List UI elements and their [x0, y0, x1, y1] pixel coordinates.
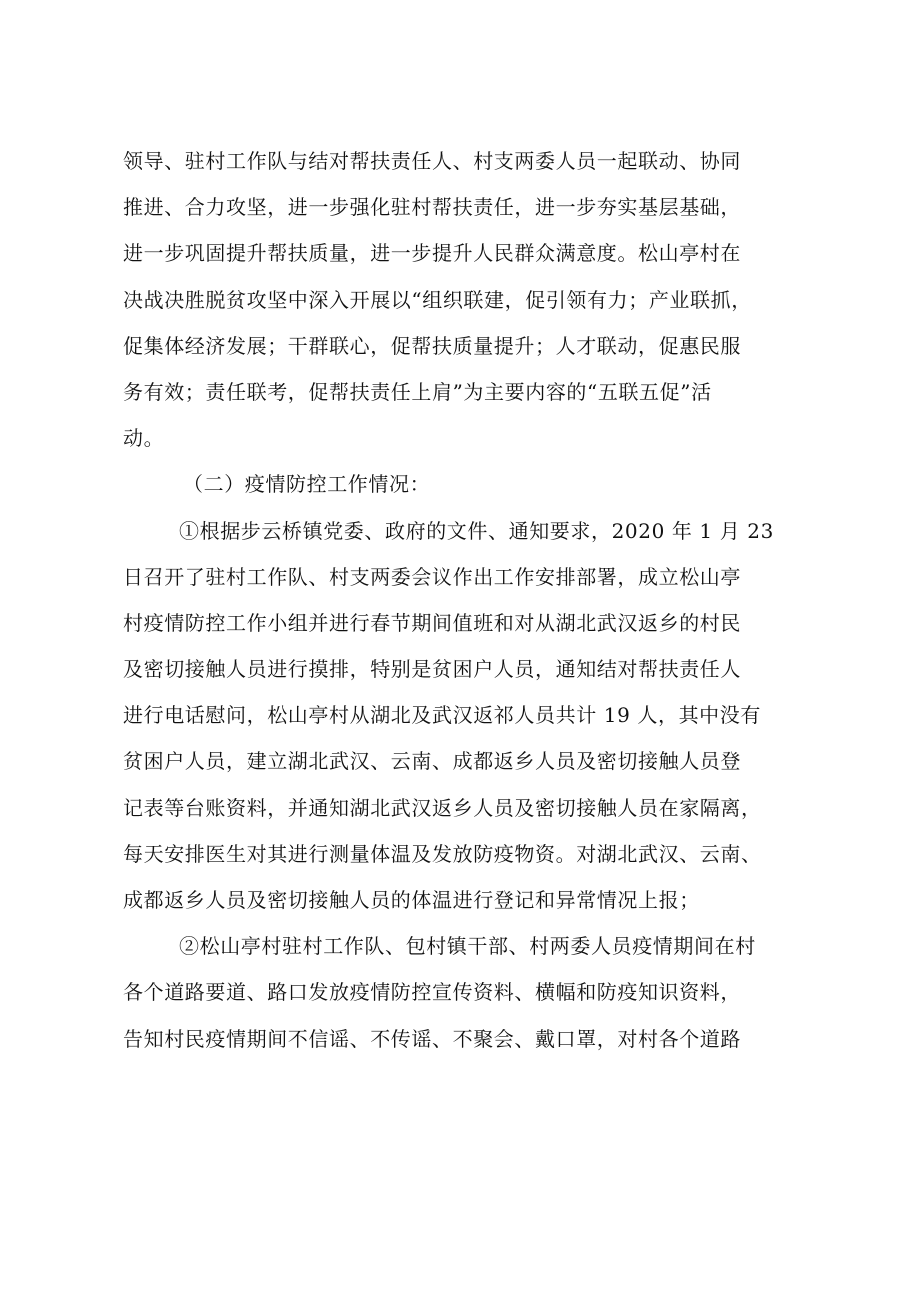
text-line: 及密切接触人员进行摸排，特别是贫困户人员，通知结对帮扶责任人 — [123, 657, 741, 682]
text-line: 领导、驻村工作队与结对帮扶责任人、村支两委人员一起联动、协同 — [123, 149, 741, 173]
text-line: 每天安排医生对其进行测量体温及发放防疫物资。对湖北武汉、云南、 — [123, 841, 762, 866]
text-line: 动。 — [123, 426, 165, 451]
text-line: 记表等台账资料，并通知湖北武汉返乡人员及密切接触人员在家隔离， — [123, 795, 762, 820]
text-line: 各个道路要道、路口发放疫情防控宣传资料、横幅和防疫知识资料， — [123, 980, 741, 1005]
text-line: ①根据步云桥镇党委、政府的文件、通知要求，2020 年 1 月 23 — [179, 518, 774, 543]
text-line: 村疫情防控工作小组并进行春节期间值班和对从湖北武汉返乡的村民 — [123, 610, 741, 635]
text-line: 日召开了驻村工作队、村支两委会议作出工作安排部署，成立松山亭 — [123, 564, 741, 589]
text-line: ②松山亭村驻村工作队、包村镇干部、村两委人员疫情期间在村 — [179, 934, 756, 959]
paragraph-work-mechanism — [123, 138, 823, 461]
text-line: 推进、合力攻坚，进一步强化驻村帮扶责任，进一步夯实基层基础， — [123, 195, 741, 220]
text-line: 决战决胜脱贫攻坚中深入开展以“组织联建，促引领有力；产业联抓， — [123, 287, 752, 312]
paragraph-epidemic-item-1 — [123, 508, 823, 924]
document-body — [123, 138, 823, 1062]
text-line: 成都返乡人员及密切接触人员的体温进行登记和异常情况上报； — [123, 888, 700, 912]
paragraph-epidemic-item-2 — [123, 923, 823, 1062]
text-line: 务有效；责任联考，促帮扶责任上肩”为主要内容的“五联五促”活 — [123, 379, 712, 404]
text-line: 进一步巩固提升帮扶质量，进一步提升人民群众满意度。松山亭村在 — [123, 241, 741, 266]
text-line: 贫困户人员，建立湖北武汉、云南、成都返乡人员及密切接触人员登 — [123, 749, 741, 774]
text-line: 促集体经济发展；干群联心，促帮扶质量提升；人才联动，促惠民服 — [123, 333, 741, 358]
text-line: 进行电话慰问，松山亭村从湖北及武汉返祁人员共计 19 人，其中没有 — [123, 703, 761, 728]
text-line: 告知村民疫情期间不信谣、不传谣、不聚会、戴口罩，对村各个道路 — [123, 1026, 741, 1051]
section-heading: （二）疫情防控工作情况： — [183, 472, 431, 497]
